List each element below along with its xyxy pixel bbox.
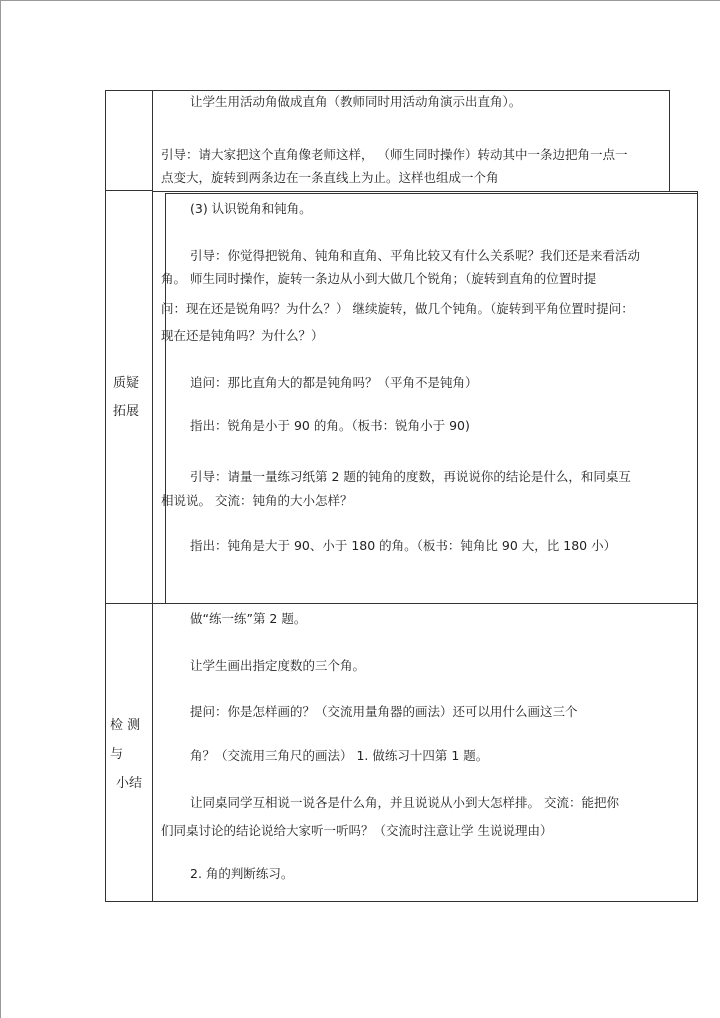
row3-line-1: 做“练一练”第 2 题。 — [190, 611, 307, 626]
table-right-border-row1 — [669, 90, 670, 192]
row3-line-2: 让学生画出指定度数的三个角。 — [190, 658, 366, 673]
table-top-border — [105, 90, 670, 91]
row2-inner-left-line — [165, 193, 166, 603]
row3-line-4: 角？（交流用三角尺的画法） 1. 做练习十四第 1 题。 — [190, 748, 489, 763]
row1-line-2: 引导：请大家把这个直角像老师这样， （师生同时操作）转动其中一条边把角一点一 — [161, 147, 628, 162]
row2-line-10: 指出：钝角是大于 90、小于 180 的角。（板书：钝角比 90 大，比 180 小） — [190, 538, 617, 553]
row2-line-3: 角。 师生同时操作，旋转一条边从小到大做几个锐角；（旋转到直角的位置时提 — [161, 271, 597, 286]
row2-line-4: 问：现在还是锐角吗？为什么？） 继续旋转，做几个钝角。（旋转到平角位置时提问： — [161, 301, 634, 316]
table-right-border — [697, 192, 698, 902]
row2-label-line-2: 拓展 — [113, 404, 140, 419]
row2-line-5: 现在还是钝角吗？为什么？） — [161, 328, 324, 343]
row2-line-6: 追问：那比直角大的都是钝角吗？（平角不是钝角） — [190, 375, 478, 390]
row-divider-1 — [152, 191, 698, 192]
table-left-border — [105, 90, 106, 902]
row2-line-2: 引导：你觉得把锐角、钝角和直角、平角比较又有什么关系呢？我们还是来看活动 — [190, 248, 641, 263]
label-column-divider — [152, 90, 153, 902]
row3-label-line-3: 小结 — [116, 776, 143, 791]
row2-line-1: (3) 认识锐角和钝角。 — [190, 201, 312, 216]
page-left-edge — [0, 0, 1, 1018]
row3-label-line-2: 与 — [110, 747, 124, 762]
row2-line-7: 指出：锐角是小于 90 的角。（板书：锐角小于 90) — [190, 418, 470, 433]
table-bottom-border — [105, 901, 698, 902]
row3-line-3: 提问：你是怎样画的？（交流用量角器的画法）还可以用什么画这三个 — [190, 704, 578, 719]
row3-label-line-1: 检 测 — [110, 718, 141, 733]
page-top-edge — [0, 0, 720, 1]
row1-line-3: 点变大，旋转到两条边在一条直线上为止。这样也组成一个角 — [161, 170, 499, 185]
row1-line-1: 让学生用活动角做成直角（教师同时用活动角演示出直角）。 — [190, 94, 522, 109]
row-divider-1-left — [105, 190, 152, 191]
row2-label-line-1: 质疑 — [113, 376, 140, 391]
row3-line-6: 们同桌讨论的结论说给大家听一听吗？（交流时注意让学 生说说理由） — [161, 823, 553, 838]
row-divider-1b — [165, 193, 698, 194]
row3-line-7: 2. 角的判断练习。 — [190, 866, 294, 881]
row-divider-2 — [105, 603, 698, 604]
row2-line-8: 引导：请量一量练习纸第 2 题的钝角的度数，再说说你的结论是什么，和同桌互 — [190, 469, 631, 484]
row2-line-9: 相说说。 交流：钝角的大小怎样？ — [161, 493, 353, 508]
row3-line-5: 让同桌同学互相说一说各是什么角，并且说说从小到大怎样排。 交流：能把你 — [190, 795, 619, 810]
